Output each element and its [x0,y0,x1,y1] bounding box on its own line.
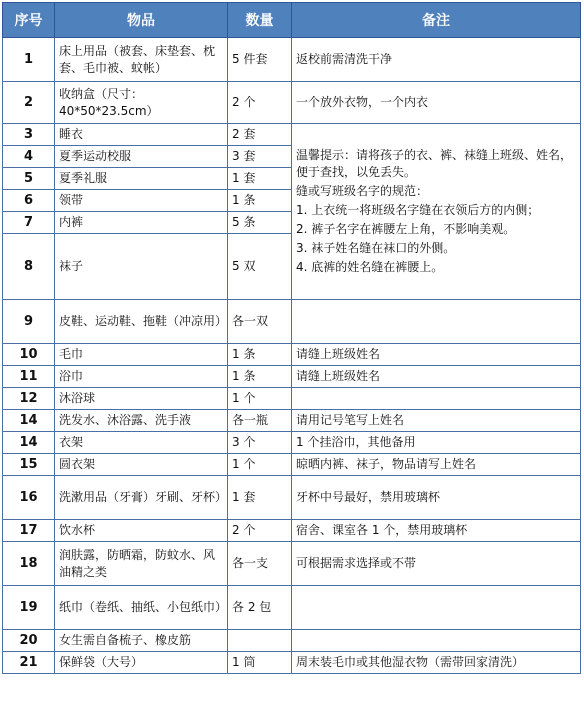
row-no: 16 [3,476,55,520]
table-row [3,388,581,410]
row-no: 2 [3,82,55,124]
row-note: 一个放外衣物，一个内衣 [292,82,581,124]
row-qty: 2 个 [228,520,292,542]
row-note: 请缝上班级姓名 [292,366,581,388]
table-row [3,366,581,388]
row-no: 3 [3,124,55,146]
row-item: 纸巾（卷纸、抽纸、小包纸巾） [55,586,228,630]
row-no: 7 [3,212,55,234]
row-item: 润肤露，防晒霜，防蚊水、风油精之类 [55,542,228,586]
row-no: 1 [3,38,55,82]
row-no: 9 [3,300,55,344]
row-note: 可根据需求选择或不带 [292,542,581,586]
row-item: 夏季礼服 [55,168,228,190]
row-no: 4 [3,146,55,168]
row-no: 12 [3,388,55,410]
row-qty [228,630,292,652]
row-item: 沐浴球 [55,388,228,410]
header-row [3,3,581,38]
row-item: 床上用品（被套、床垫套、枕套、毛巾被、蚊帐） [55,38,228,82]
merged-note [292,124,581,300]
row-no: 10 [3,344,55,366]
row-item: 洗漱用品（牙膏）牙刷、牙杯） [55,476,228,520]
table-row [3,344,581,366]
row-item: 饮水杯 [55,520,228,542]
row-note [292,300,581,344]
row-qty: 1 个 [228,388,292,410]
row-item: 圆衣架 [55,454,228,476]
row-note: 返校前需清洗干净 [292,38,581,82]
row-item: 收纳盒（尺寸：40*50*23.5cm） [55,82,228,124]
row-note: 周末装毛巾或其他湿衣物（需带回家清洗） [292,652,581,674]
row-note: 宿舍、课室各 1 个，禁用玻璃杯 [292,520,581,542]
row-no: 14 [3,432,55,454]
row-no: 14 [3,410,55,432]
row-no: 6 [3,190,55,212]
header-qty: 数量 [228,3,292,38]
row-qty: 各一支 [228,542,292,586]
table-row [3,542,581,586]
row-qty: 1 条 [228,190,292,212]
note-line: 2. 裤子名字在裤腰左上角，不影响美观。 [296,222,516,236]
row-note: 请用记号笔写上姓名 [292,410,581,432]
row-no: 21 [3,652,55,674]
note-line: 缝或写班级名字的规范： [296,184,429,198]
row-no: 20 [3,630,55,652]
header-item: 物品 [55,3,228,38]
row-item: 保鲜袋（大号） [55,652,228,674]
row-note: 牙杯中号最好，禁用玻璃杯 [292,476,581,520]
table-row [3,300,581,344]
row-item: 衣架 [55,432,228,454]
table-row [3,38,581,82]
table-row [3,586,581,630]
table-row [3,124,581,146]
table-row [3,520,581,542]
row-qty: 3 套 [228,146,292,168]
row-qty: 各一瓶 [228,410,292,432]
row-item: 睡衣 [55,124,228,146]
row-note: 晾晒内裤、袜子，物品请写上姓名 [292,454,581,476]
row-qty: 2 套 [228,124,292,146]
row-item: 夏季运动校服 [55,146,228,168]
table-row [3,630,581,652]
row-qty: 各一双 [228,300,292,344]
row-qty: 5 条 [228,212,292,234]
row-note [292,388,581,410]
note-line: 3. 袜子姓名缝在袜口的外侧。 [296,241,456,255]
row-item: 袜子 [55,234,228,300]
row-qty: 1 条 [228,366,292,388]
row-no: 11 [3,366,55,388]
note-line: 温馨提示：请将孩子的衣、裤、袜缝上班级、姓名，便于查找，以免丢失。 [296,148,573,179]
row-item: 浴巾 [55,366,228,388]
row-qty: 2 个 [228,82,292,124]
row-note [292,630,581,652]
row-item: 洗发水、沐浴露、洗手液 [55,410,228,432]
row-qty: 1 条 [228,344,292,366]
row-no: 17 [3,520,55,542]
row-item: 内裤 [55,212,228,234]
table-row [3,652,581,674]
row-qty: 1 筒 [228,652,292,674]
row-item: 皮鞋、运动鞋、拖鞋（冲凉用） [55,300,228,344]
row-qty: 各 2 包 [228,586,292,630]
row-qty: 3 个 [228,432,292,454]
table-row [3,476,581,520]
row-item: 毛巾 [55,344,228,366]
row-qty: 5 件套 [228,38,292,82]
note-line: 4. 底裤的姓名缝在裤腰上。 [296,260,444,274]
note-line: 1. 上衣统一将班级名字缝在衣领后方的内侧； [296,203,540,217]
row-qty: 1 套 [228,168,292,190]
row-note: 请缝上班级姓名 [292,344,581,366]
row-note [292,586,581,630]
supply-list-table [2,2,581,674]
table-row [3,82,581,124]
row-no: 19 [3,586,55,630]
header-no: 序号 [3,3,55,38]
table-row [3,454,581,476]
row-no: 15 [3,454,55,476]
row-qty: 5 双 [228,234,292,300]
row-no: 18 [3,542,55,586]
table-row [3,432,581,454]
row-note: 1 个挂浴巾，其他备用 [292,432,581,454]
row-qty: 1 个 [228,454,292,476]
header-note: 备注 [292,3,581,38]
row-item: 女生需自备梳子、橡皮筋 [55,630,228,652]
row-no: 5 [3,168,55,190]
row-no: 8 [3,234,55,300]
row-qty: 1 套 [228,476,292,520]
row-item: 领带 [55,190,228,212]
table-row [3,410,581,432]
